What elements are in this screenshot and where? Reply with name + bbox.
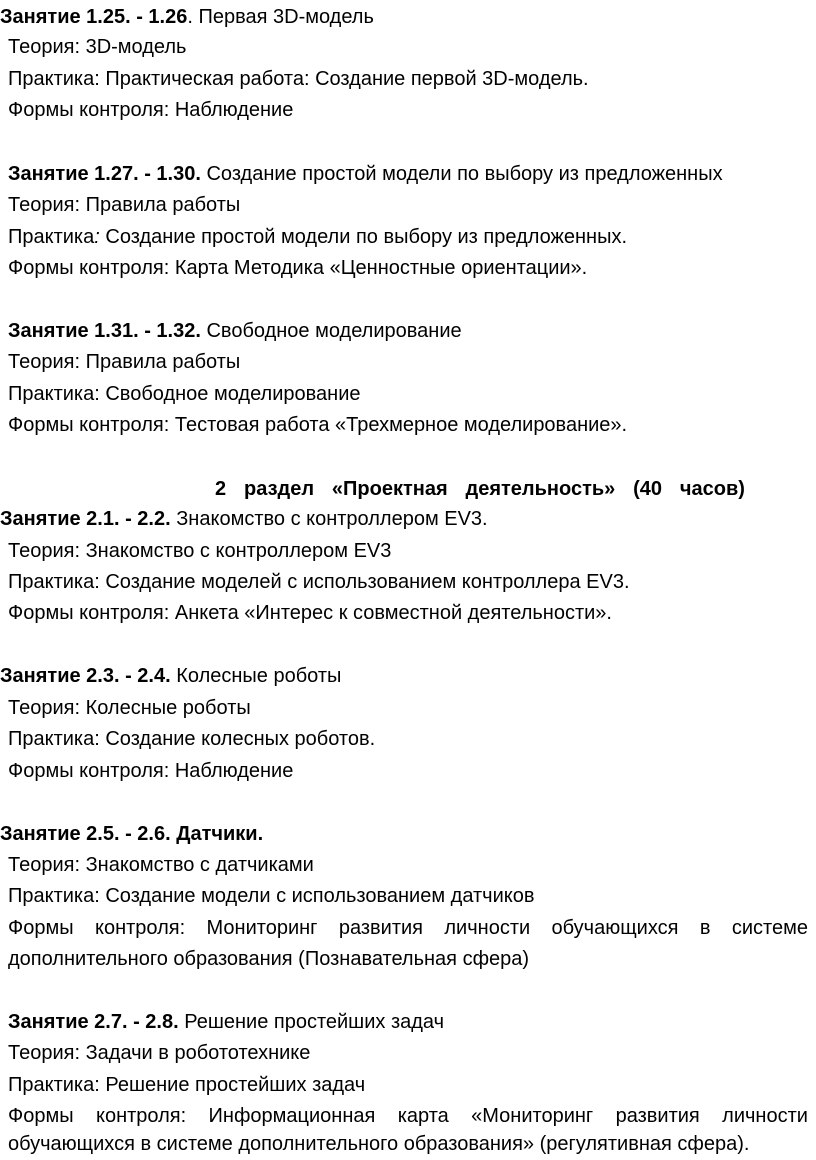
lesson-number: 2.7. - 2.8. [94, 1011, 179, 1033]
practice-prefix: Практика [8, 226, 95, 248]
lesson-word: Занятие [0, 823, 87, 845]
lesson-number: Занятие 1.27. - 1.30. [8, 163, 201, 185]
lesson-number: 2.1. - 2.2. [86, 508, 171, 530]
control-word: «Мониторинг [471, 1105, 594, 1127]
control-word: Формы [8, 917, 74, 939]
lesson-theory: Теория: Знакомство с контроллером EV3 [8, 540, 392, 562]
lesson-control: Формы контроля: Карта Методика «Ценностные ориентации». [8, 257, 588, 279]
lesson-theory: Теория: Правила работы [8, 351, 241, 373]
control-word: системе [731, 917, 808, 939]
lesson-practice: Практика: Создание модели с использованием датчиков [8, 885, 535, 907]
lesson-control-continuation: дополнительного образования (Познавательная сфера) [8, 948, 530, 970]
control-word: в [699, 917, 711, 939]
section-word: 2 [215, 478, 227, 500]
lesson-theory: Теория: Знакомство с датчиками [8, 854, 314, 876]
lesson-2-5-heading [0, 819, 263, 849]
control-word: Мониторинг [206, 917, 318, 939]
lesson-practice [8, 222, 627, 252]
lesson-title: Создание простой модели по выбору из предложенных [200, 163, 723, 185]
section-word: «Проектная [331, 478, 448, 500]
section-word: часов) [679, 478, 745, 500]
lesson-title: Первая 3D-модель [192, 6, 374, 28]
control-word: контроля: [94, 917, 186, 939]
control-word: Формы [8, 1105, 74, 1127]
lesson-practice: Практика: Свободное моделирование [8, 383, 361, 405]
lesson-control-continuation: обучающихся в системе дополнительного образования» (регулятивная сфера). [8, 1133, 750, 1155]
lesson-theory: Теория: Правила работы [8, 194, 241, 216]
practice-rest: Создание простой модели по выбору из предложенных. [99, 226, 628, 248]
lesson-number-punct: . [187, 6, 193, 28]
lesson-control: Формы контроля: Наблюдение [8, 760, 294, 782]
lesson-practice: Практика: Создание колесных роботов. [8, 728, 376, 750]
lesson-word: Занятие [0, 508, 87, 530]
lesson-title: Знакомство с контроллером EV3. [170, 508, 488, 530]
section-word: деятельность» [465, 478, 616, 500]
lesson-2-7-heading [8, 1007, 444, 1037]
section-heading [215, 474, 745, 504]
control-word: развития [615, 1105, 700, 1127]
control-word: карта [397, 1105, 449, 1127]
lesson-word: Занятие [0, 665, 87, 687]
lesson-theory: Теория: 3D-модель [8, 36, 187, 58]
lesson-2-1-heading [0, 504, 488, 534]
lesson-theory: Теория: Колесные роботы [8, 697, 251, 719]
lesson-control [8, 913, 808, 943]
control-word: контроля: [95, 1105, 187, 1127]
lesson-practice: Практика: Создание моделей с использованием контроллера EV3. [8, 571, 630, 593]
control-word: Информационная [208, 1105, 376, 1127]
lesson-title: Решение простейших задач [178, 1011, 445, 1033]
lesson-control: Формы контроля: Тестовая работа «Трехмерное моделирование». [8, 414, 628, 436]
lesson-control: Формы контроля: Анкета «Интерес к совместной деятельности». [8, 602, 612, 624]
control-word: личности [444, 917, 531, 939]
lesson-control [8, 1101, 808, 1131]
lesson-theory: Теория: Задачи в робототехнике [8, 1042, 311, 1064]
lesson-number: Занятие 1.25. - 1.26 [0, 6, 188, 28]
lesson-1-31-heading [8, 316, 462, 346]
lesson-1-25-heading [0, 2, 374, 32]
lesson-number: Занятие 1.31. - 1.32. [8, 320, 201, 342]
lesson-title: Свободное моделирование [200, 320, 462, 342]
lesson-1-27-heading [8, 159, 723, 189]
lesson-practice: Практика: Решение простейших задач [8, 1074, 366, 1096]
lesson-control: Формы контроля: Наблюдение [8, 99, 294, 121]
control-word: развития [338, 917, 423, 939]
lesson-practice: Практика: Практическая работа: Создание первой 3D-модель. [8, 68, 589, 90]
lesson-number: 2.3. - 2.4. [86, 665, 171, 687]
lesson-2-3-heading [0, 661, 341, 691]
lesson-title: Колесные роботы [170, 665, 342, 687]
control-word: личности [722, 1105, 808, 1127]
section-word: (40 [633, 478, 663, 500]
lesson-word: Занятие [8, 1011, 95, 1033]
lesson-number: 2.5. - 2.6. Датчики. [86, 823, 264, 845]
control-word: обучающихся [551, 917, 679, 939]
practice-colon: : [94, 226, 100, 248]
section-word: раздел [243, 478, 315, 500]
